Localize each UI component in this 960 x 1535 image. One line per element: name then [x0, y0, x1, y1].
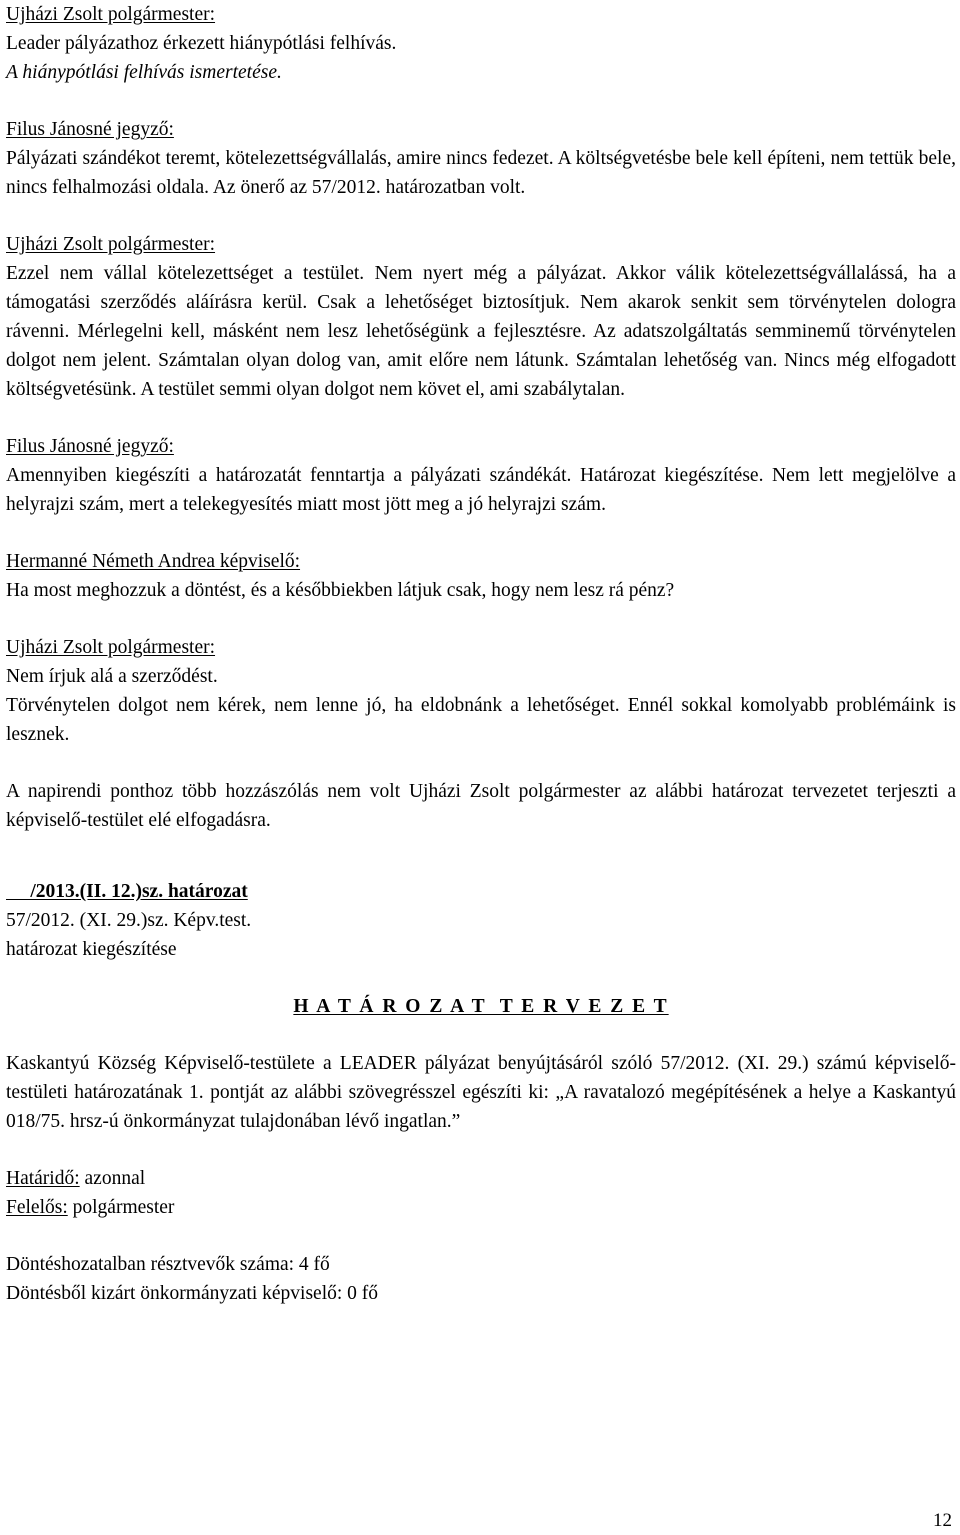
paragraph: Amennyiben kiegészíti a határozatát fenntartja a pályázati szándékát. Határozat kiegészítése. Nem lett megjelölve a helyrajzi szám, mert a telekegyesítés miatt most jött meg a jó helyrajzi szám.	[6, 465, 956, 515]
paragraph: Pályázati szándékot teremt, kötelezettségvállalás, amire nincs fedezet. A költségvetésbe bele kell építeni, nem tettük bele, nincs felhalmozási oldala. Az önerő az 57/2012. határozatban volt.	[6, 148, 956, 198]
paragraph: Leader pályázathoz érkezett hiánypótlási felhívás.	[6, 33, 397, 54]
resolution-text: Kaskantyú Község Képviselő-testülete a LEADER pályázat benyújtásáról szóló 57/2012. (XI. 29.) számú képviselő-testületi határozatának 1. pontját az alábbi szövegrésszel egészíti ki: „A ravatalozó megépítésének a helye a Kaskantyú 018/75. hrsz-ú önkormányzat tulajdonában lévő ingatlan.”	[6, 1053, 956, 1132]
paragraph: Törvénytelen dolgot nem kérek, nem lenne jó, ha eldobnánk a lehetőséget. Ennél sokkal komolyabb problémáink is lesznek.	[6, 695, 956, 745]
document-page	[6, 0, 956, 1308]
speaker-name: Filus Jánosné jegyző:	[6, 436, 174, 457]
deadline-label: Határidő:	[6, 1168, 80, 1189]
participants-count: Döntéshozatalban résztvevők száma: 4 fő	[6, 1254, 330, 1275]
speaker-name: Ujházi Zsolt polgármester:	[6, 4, 216, 25]
deadline-value: azonnal	[79, 1168, 146, 1189]
speaker-name: Hermanné Németh Andrea képviselő:	[6, 551, 301, 572]
speaker-name: Ujházi Zsolt polgármester:	[6, 637, 216, 658]
responsible-label: Felelős:	[6, 1197, 68, 1218]
responsible-row	[6, 1193, 956, 1222]
paragraph: Ezzel nem vállal kötelezettséget a testület. Nem nyert még a pályázat. Akkor válik kötelezettségvállalássá, ha a támogatási szerződés aláírásra kerül. Csak a lehetőséget biztosítjuk. Nem akarok senkit sem törvénytelen dologra rávenni. Mérlegelni kell, másként nem lesz lehetőségünk a fejlesztésre. Az adatszolgáltatás semminemű törvénytelen dolgot nem jelent. Számtalan olyan dolog van, amit előre nem látunk. Számtalan lehetőség van. Nincs még elfogadott költségvetésünk. A testület semmi olyan dolgot nem követ el, ami szabálytalan.	[6, 263, 956, 400]
italic-note: A hiánypótlási felhívás ismertetése.	[6, 62, 282, 83]
paragraph: Ha most meghozzuk a döntést, és a későbbiekben látjuk csak, hogy nem lesz rá pénz?	[6, 580, 675, 601]
resolution-reference: 57/2012. (XI. 29.)sz. Képv.test.	[6, 910, 252, 931]
responsible-value: polgármester	[67, 1197, 175, 1218]
deadline-row	[6, 1164, 956, 1193]
speaker-name: Filus Jánosné jegyző:	[6, 119, 174, 140]
draft-resolution-heading: H A T Á R O Z A T T E R V E Z E T	[293, 996, 669, 1017]
resolution-number: /2013.(II. 12.)sz. határozat	[6, 881, 248, 902]
speaker-name: Ujházi Zsolt polgármester:	[6, 234, 216, 255]
excluded-count: Döntésből kizárt önkormányzati képviselő: 0 fő	[6, 1283, 379, 1304]
closing-paragraph: A napirendi ponthoz több hozzászólás nem volt Ujházi Zsolt polgármester az alábbi határozat tervezetet terjeszti a képviselő-testület elé elfogadásra.	[6, 781, 956, 831]
paragraph: Nem írjuk alá a szerződést.	[6, 666, 218, 687]
resolution-subject: határozat kiegészítése	[6, 939, 177, 960]
page-number: 12	[933, 1510, 952, 1531]
